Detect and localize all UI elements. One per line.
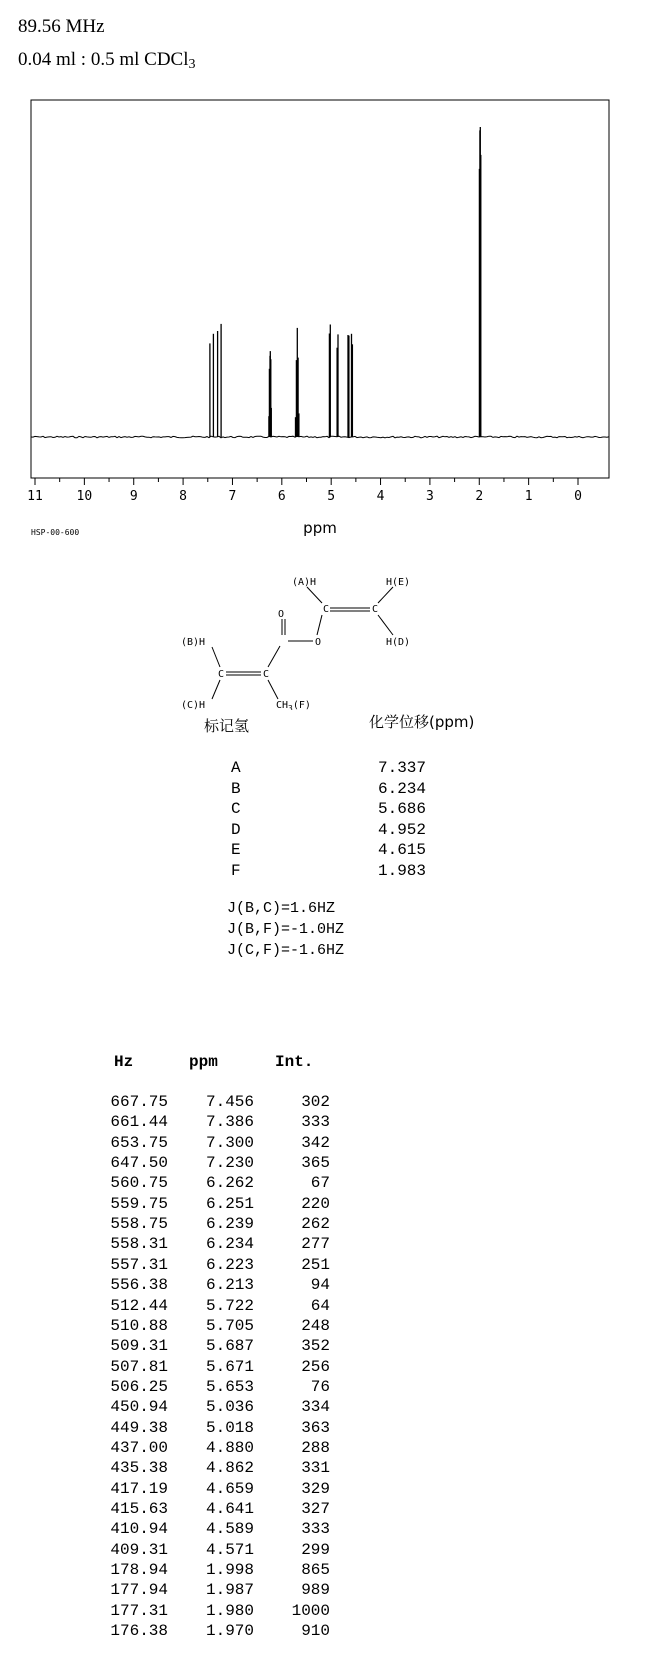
table-row — [0, 1561, 652, 1582]
x-tick-label: 6 — [277, 489, 286, 504]
peak-ppm: 6.223 — [205, 1255, 254, 1274]
table-row — [0, 1459, 652, 1480]
peak-intensity: 262 — [301, 1215, 330, 1234]
peak-ppm: 4.659 — [205, 1479, 254, 1498]
peak-intensity: 331 — [301, 1459, 330, 1478]
spectrum-peaks — [210, 127, 481, 437]
table-row — [0, 1541, 652, 1562]
peak-ppm: 5.722 — [205, 1296, 254, 1315]
peak-intensity: 333 — [301, 1520, 330, 1539]
peak-intensity: 76 — [310, 1377, 330, 1396]
peak-intensity: 329 — [301, 1479, 330, 1498]
peak-intensity: 220 — [301, 1194, 330, 1213]
peak-hz: 177.94 — [110, 1581, 168, 1600]
peak-hz: 506.25 — [110, 1377, 168, 1396]
table-row — [0, 1093, 652, 1114]
peak-intensity: 248 — [301, 1316, 330, 1335]
table-row — [0, 1419, 652, 1440]
assignment-shift: 4.952 — [378, 820, 427, 839]
x-tick-label: 4 — [376, 489, 385, 504]
peak-hz: 176.38 — [110, 1622, 168, 1641]
vinyl-carbon-1: C — [323, 604, 330, 615]
table-row — [0, 1337, 652, 1358]
peak-ppm: 5.653 — [205, 1377, 254, 1396]
table-row — [0, 1378, 652, 1399]
x-tick-label: 7 — [228, 489, 237, 504]
peak-hz: 415.63 — [110, 1500, 168, 1518]
peak-ppm: 4.862 — [205, 1459, 254, 1478]
peak-hz: 512.44 — [110, 1296, 168, 1315]
nmr-spectrum-chart — [0, 0, 652, 560]
peak-ppm: 5.671 — [205, 1357, 254, 1376]
peak-intensity: 865 — [301, 1561, 330, 1580]
peak-intensity: 989 — [301, 1581, 330, 1600]
peak-ppm: 5.018 — [205, 1418, 254, 1437]
table-row — [0, 1602, 652, 1623]
label-f: $CH_3(F)$ — [276, 700, 311, 710]
label-d: H(D) — [386, 637, 411, 648]
table-row — [0, 1113, 652, 1134]
x-tick-label: 3 — [425, 489, 434, 504]
peak-intensity: 299 — [301, 1540, 330, 1559]
table-row — [0, 1398, 652, 1419]
table-row — [0, 1317, 652, 1338]
peak-ppm: 5.036 — [205, 1398, 254, 1417]
table-row — [0, 1215, 652, 1236]
peak-hz: 417.19 — [110, 1479, 168, 1498]
assignment-label: B — [231, 779, 241, 798]
peak-intensity: 1000 — [291, 1601, 330, 1620]
peak-hz: 509.31 — [110, 1337, 168, 1356]
peak-intensity: 365 — [301, 1154, 330, 1173]
peak-hz: 437.00 — [110, 1438, 168, 1457]
peak-hz: 556.38 — [110, 1276, 168, 1295]
plot-frame — [31, 100, 609, 478]
shift-column-header: 化学位移(ppm) — [369, 713, 475, 731]
x-tick-label: 9 — [129, 489, 138, 504]
peak-table-header-int: Int. — [275, 1053, 314, 1071]
structure-bonds — [212, 587, 393, 699]
peak-hz: 560.75 — [110, 1174, 168, 1193]
peak-hz: 409.31 — [110, 1540, 168, 1559]
peak-ppm: 7.386 — [205, 1113, 254, 1132]
peak-hz: 667.75 — [110, 1093, 168, 1111]
peak-ppm: 1.980 — [205, 1601, 254, 1620]
peak-intensity: 363 — [301, 1418, 330, 1437]
peak-ppm: 1.998 — [205, 1561, 254, 1580]
carbonyl-oxygen: O — [278, 609, 285, 620]
peak-hz: 653.75 — [110, 1133, 168, 1152]
x-axis-label: ppm — [303, 519, 337, 537]
x-tick-label: 0 — [574, 489, 582, 504]
peak-hz: 559.75 — [110, 1194, 168, 1213]
peak-hz: 557.31 — [110, 1255, 168, 1274]
spectrum-baseline — [31, 436, 609, 438]
table-row — [0, 1134, 652, 1155]
peak-hz: 449.38 — [110, 1418, 168, 1437]
label-column-header: 标记氢 — [204, 717, 250, 735]
peak-hz: 435.38 — [110, 1459, 168, 1478]
table-row — [0, 1154, 652, 1175]
label-b: (B)H — [181, 637, 206, 648]
peak-ppm: 6.251 — [205, 1194, 254, 1213]
table-row — [0, 1500, 652, 1521]
assignment-shift: 6.234 — [378, 779, 427, 798]
assignment-label: F — [231, 861, 241, 880]
peak-ppm: 4.641 — [205, 1500, 254, 1518]
peak-intensity: 94 — [310, 1276, 330, 1295]
assignment-shift: 1.983 — [378, 861, 427, 880]
table-row — [0, 1358, 652, 1379]
table-row — [0, 1256, 652, 1277]
assignment-label: E — [231, 841, 241, 859]
peak-hz: 178.94 — [110, 1561, 168, 1580]
peak-ppm: 4.880 — [205, 1438, 254, 1457]
molecule-structure — [180, 575, 500, 710]
peak-table-header-hz: Hz — [114, 1053, 134, 1071]
peak-intensity: 910 — [301, 1622, 330, 1641]
peak-intensity: 342 — [301, 1133, 330, 1152]
label-e: H(E) — [386, 577, 411, 588]
peak-ppm: 6.262 — [205, 1174, 254, 1193]
assignment-label: A — [231, 759, 241, 777]
spectrometer-frequency: 89.56 MHz — [18, 16, 105, 37]
peak-hz: 647.50 — [110, 1154, 168, 1173]
x-tick-label: 5 — [327, 489, 336, 504]
peak-ppm: 4.571 — [205, 1540, 254, 1559]
x-tick-label: 11 — [27, 489, 43, 504]
peak-ppm: 6.234 — [205, 1235, 254, 1254]
x-tick-label: 8 — [179, 489, 188, 504]
peak-hz: 558.31 — [110, 1235, 168, 1254]
peak-intensity: 352 — [301, 1337, 330, 1356]
peak-ppm: 5.705 — [205, 1316, 254, 1335]
peak-hz: 507.81 — [110, 1357, 168, 1376]
x-tick-label: 1 — [524, 489, 533, 504]
table-row — [0, 1235, 652, 1256]
coupling-constant: J(B,C)=1.6HZ — [227, 900, 336, 917]
peak-intensity: 302 — [301, 1093, 330, 1111]
peak-intensity: 277 — [301, 1235, 330, 1254]
table-row — [0, 1174, 652, 1195]
peak-ppm: 7.230 — [205, 1154, 254, 1173]
coupling-constant: J(B,F)=-1.0HZ — [227, 921, 345, 938]
peak-hz: 558.75 — [110, 1215, 168, 1234]
assignment-shift: 5.686 — [378, 800, 427, 818]
x-tick-label: 10 — [76, 489, 93, 504]
peak-intensity: 67 — [310, 1174, 330, 1193]
table-row — [0, 1622, 652, 1643]
spectrum-id-label: HSP-00-600 — [31, 528, 80, 537]
assignment-shift: 7.337 — [378, 759, 427, 777]
alkene-carbon-2: C — [263, 669, 270, 680]
peak-intensity: 334 — [301, 1398, 330, 1417]
peak-intensity: 256 — [301, 1357, 330, 1376]
sample-text: 0.04 ml : 0.5 ml CDCl — [18, 49, 189, 70]
peak-ppm: 1.970 — [205, 1622, 254, 1641]
peak-intensity: 251 — [301, 1255, 330, 1274]
x-axis-ticks — [27, 478, 582, 504]
peak-ppm: 4.589 — [205, 1520, 254, 1539]
peak-hz: 410.94 — [110, 1520, 168, 1539]
assignment-shift: 4.615 — [378, 841, 427, 859]
peak-ppm: 7.456 — [205, 1093, 254, 1111]
peak-ppm: 6.239 — [205, 1215, 254, 1234]
peak-hz: 450.94 — [110, 1398, 168, 1417]
peak-intensity: 333 — [301, 1113, 330, 1132]
peak-hz: 177.31 — [110, 1601, 168, 1620]
table-row — [0, 1439, 652, 1460]
table-row — [0, 1276, 652, 1297]
assignment-label: D — [231, 820, 241, 839]
alkene-carbon-1: C — [218, 669, 225, 680]
peak-ppm: 7.300 — [205, 1133, 254, 1152]
vinyl-carbon-2: C — [372, 604, 379, 615]
peak-intensity: 327 — [301, 1500, 330, 1518]
sample-subscript: 3 — [188, 57, 196, 72]
peak-hz: 510.88 — [110, 1316, 168, 1335]
peak-table-header-ppm: ppm — [189, 1053, 218, 1071]
peak-hz: 661.44 — [110, 1113, 168, 1132]
peak-intensity: 288 — [301, 1438, 330, 1457]
label-c: (C)H — [181, 700, 206, 710]
table-row — [0, 1520, 652, 1541]
table-row — [0, 1581, 652, 1602]
coupling-constant: J(C,F)=-1.6HZ — [227, 942, 345, 959]
peak-ppm: 1.987 — [205, 1581, 254, 1600]
assignment-label: C — [231, 800, 241, 818]
x-tick-label: 2 — [475, 489, 484, 504]
label-a: (A)H — [292, 577, 317, 588]
table-row — [0, 1195, 652, 1216]
peak-intensity: 64 — [310, 1296, 330, 1315]
peak-ppm: 6.213 — [205, 1276, 254, 1295]
peak-ppm: 5.687 — [205, 1337, 254, 1356]
ester-oxygen: O — [315, 637, 322, 648]
table-row — [0, 1480, 652, 1501]
table-row — [0, 1297, 652, 1318]
